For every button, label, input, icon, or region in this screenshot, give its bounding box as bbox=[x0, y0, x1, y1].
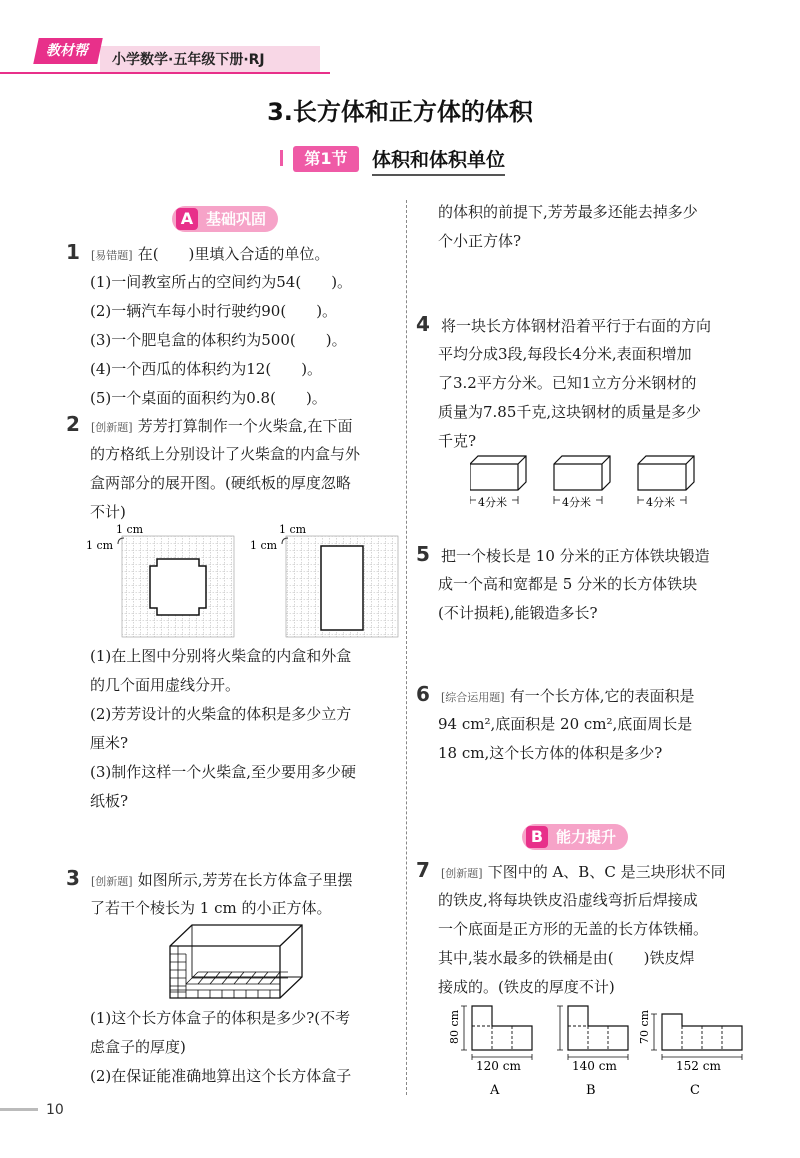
q7-number: 7 bbox=[416, 858, 430, 882]
q4-line: 平均分成3段,每段长4分米,表面积增加 bbox=[438, 345, 692, 363]
q3-box-figure bbox=[168, 924, 314, 1000]
sheet-width-label: 152 cm bbox=[676, 1059, 721, 1073]
q2-subquestions bbox=[90, 642, 356, 816]
header-rule bbox=[0, 72, 330, 74]
q2-sub: 厘米? bbox=[90, 734, 129, 752]
q3-sub: (2)在保证能准确地算出这个长方体盒子 bbox=[90, 1067, 352, 1085]
outer-box-net bbox=[321, 546, 363, 630]
q3-number: 3 bbox=[66, 866, 80, 890]
q6-line: 18 cm,这个长方体的体积是多少? bbox=[438, 744, 663, 762]
q6-number: 6 bbox=[416, 682, 430, 706]
part-a-badge bbox=[172, 206, 278, 232]
q3-sub: 个小正方体? bbox=[438, 232, 522, 250]
q3-body bbox=[90, 894, 331, 923]
q1-tag: [易错题] bbox=[91, 249, 133, 262]
q4-line: 将一块长方体钢材沿着平行于右面的方向 bbox=[441, 317, 712, 335]
q7-line: 下图中的 A、B、C 是三块形状不同 bbox=[487, 863, 726, 881]
sheet-height-label: 80 cm bbox=[448, 1009, 461, 1044]
section-title: 体积和体积单位 bbox=[372, 145, 505, 176]
box-length-label: 4分米 bbox=[562, 496, 591, 509]
subject-label: 小学数学·五年级下册·RJ bbox=[112, 52, 265, 68]
q3-line: 了若干个棱长为 1 cm 的小正方体。 bbox=[90, 899, 332, 917]
q2-body bbox=[90, 440, 360, 527]
question-4 bbox=[416, 312, 711, 341]
sheet-name: B bbox=[586, 1083, 596, 1098]
question-3 bbox=[66, 866, 352, 895]
question-7 bbox=[416, 858, 726, 887]
inner-box-net bbox=[150, 559, 206, 615]
part-b-letter: B bbox=[526, 826, 548, 848]
part-a-letter: A bbox=[176, 208, 198, 230]
q1-item: (1)一间教室所占的空间约为54( )。 bbox=[90, 273, 353, 291]
q7-line: 的铁皮,将每块铁皮沿虚线弯折后焊接成 bbox=[438, 891, 698, 909]
sheet-name: A bbox=[490, 1083, 500, 1098]
grid-label-left: 1 cm bbox=[250, 539, 278, 552]
q2-sub: 的几个面用虚线分开。 bbox=[90, 676, 241, 694]
page-title: 3.长方体和正方体的体积 bbox=[267, 98, 533, 126]
page-number: 10 bbox=[46, 1102, 64, 1118]
q7-sheets-figure bbox=[436, 1000, 756, 1100]
q3-sub: 的体积的前提下,芳芳最多还能去掉多少 bbox=[438, 203, 698, 221]
q1-number: 1 bbox=[66, 240, 80, 264]
q7-body bbox=[438, 886, 708, 1002]
q2-line: 芳芳打算制作一个火柴盒,在下面 bbox=[137, 417, 353, 435]
question-5 bbox=[416, 542, 710, 571]
q5-body bbox=[438, 570, 697, 628]
section-decoration bbox=[280, 150, 291, 166]
q5-line: 把一个棱长是 10 分米的正方体铁块锻造 bbox=[441, 547, 710, 565]
q3-sub: (1)这个长方体盒子的体积是多少?(不考 bbox=[90, 1009, 351, 1027]
q1-item: (3)一个肥皂盒的体积约为500( )。 bbox=[90, 331, 347, 349]
q4-number: 4 bbox=[416, 312, 430, 336]
grid-label-top: 1 cm bbox=[279, 523, 307, 536]
q6-tag: [综合运用题] bbox=[441, 691, 505, 704]
q2-sub: (1)在上图中分别将火柴盒的内盒和外盒 bbox=[90, 647, 352, 665]
column-divider bbox=[406, 200, 407, 1095]
q1-item: (4)一个西瓜的体积约为12( )。 bbox=[90, 360, 323, 378]
q7-line: 一个底面是正方形的无盖的长方体铁桶。 bbox=[438, 920, 709, 938]
footer-bar bbox=[0, 1108, 38, 1111]
q4-line: 质量为7.85千克,这块钢材的质量是多少 bbox=[438, 403, 702, 421]
grid-label-top: 1 cm bbox=[116, 523, 144, 536]
q2-sub: (3)制作这样一个火柴盒,至少要用多少硬 bbox=[90, 763, 357, 781]
q6-line: 有一个长方体,它的表面积是 bbox=[509, 687, 695, 705]
q5-number: 5 bbox=[416, 542, 430, 566]
sheet-width-label: 120 cm bbox=[476, 1059, 521, 1073]
q7-line: 接成的。(铁皮的厚度不计) bbox=[438, 978, 615, 996]
q3-subquestions bbox=[90, 1004, 351, 1091]
grid-label-left: 1 cm bbox=[86, 539, 114, 552]
q2-number: 2 bbox=[66, 412, 80, 436]
q4-body bbox=[438, 340, 701, 456]
q1-items bbox=[90, 268, 352, 413]
part-b-badge bbox=[522, 824, 628, 850]
q2-line: 不计) bbox=[90, 503, 126, 521]
q6-line: 94 cm²,底面积是 20 cm²,底面周长是 bbox=[438, 715, 693, 733]
q2-sub: 纸板? bbox=[90, 792, 129, 810]
q4-boxes-figure bbox=[470, 454, 702, 516]
q2-sub: (2)芳芳设计的火柴盒的体积是多少立方 bbox=[90, 705, 352, 723]
q2-line: 盒两部分的展开图。(硬纸板的厚度忽略 bbox=[90, 474, 351, 492]
brand-tab: 教材帮 bbox=[33, 38, 103, 64]
q3-sub: 虑盒子的厚度) bbox=[90, 1038, 186, 1056]
part-a-label: 基础巩固 bbox=[206, 210, 267, 228]
q7-line: 其中,装水最多的铁桶是由( )铁皮焊 bbox=[438, 949, 695, 967]
sheet-name: C bbox=[690, 1083, 700, 1098]
q2-line: 的方格纸上分别设计了火柴盒的内盒与外 bbox=[90, 445, 361, 463]
question-2 bbox=[66, 412, 352, 441]
question-6 bbox=[416, 682, 694, 711]
q5-line: (不计损耗),能锻造多长? bbox=[438, 604, 598, 622]
sheet-width-label: 140 cm bbox=[572, 1059, 617, 1073]
q1-item: (2)一辆汽车每小时行驶约90( )。 bbox=[90, 302, 338, 320]
part-b-label: 能力提升 bbox=[556, 828, 617, 846]
q6-body bbox=[438, 710, 692, 768]
sheet-height-label: 70 cm bbox=[638, 1009, 651, 1044]
box-length-label: 4分米 bbox=[646, 496, 675, 509]
q5-line: 成一个高和宽都是 5 分米的长方体铁块 bbox=[438, 575, 698, 593]
q1-item: (5)一个桌面的面积约为0.8( )。 bbox=[90, 389, 327, 407]
q4-line: 了3.2平方分米。已知1立方分米钢材的 bbox=[438, 374, 697, 392]
q2-tag: [创新题] bbox=[91, 421, 133, 434]
q1-stem: 在( )里填入合适的单位。 bbox=[137, 245, 330, 263]
q3-continued bbox=[438, 198, 698, 256]
q3-line: 如图所示,芳芳在长方体盒子里摆 bbox=[137, 871, 353, 889]
section-badge: 第1节 bbox=[293, 146, 359, 172]
box-length-label: 4分米 bbox=[478, 496, 507, 509]
q3-tag: [创新题] bbox=[91, 875, 133, 888]
q4-line: 千克? bbox=[438, 432, 477, 450]
q2-grid-figure bbox=[84, 522, 404, 640]
question-1 bbox=[66, 240, 329, 269]
q7-tag: [创新题] bbox=[441, 867, 483, 880]
